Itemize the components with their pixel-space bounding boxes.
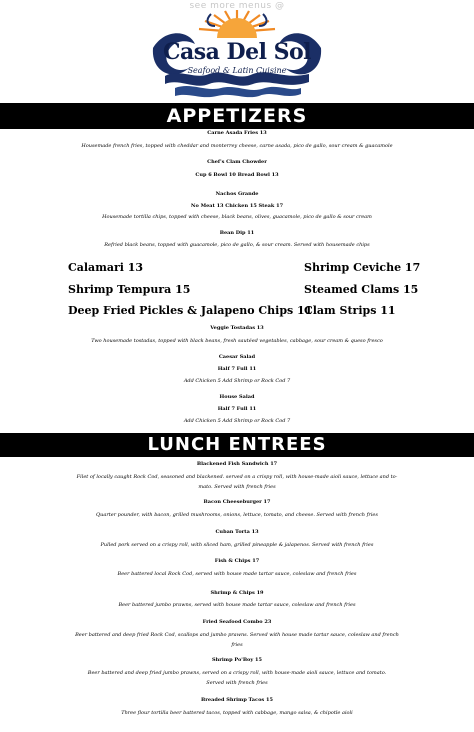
carne-asada-title: Carne Asada Fries 13	[207, 130, 267, 136]
carne-asada-desc: Housemade french fries, topped with cheddar and monterrey cheese, carne asada, pico de gallo, sour cream & guacamole	[81, 143, 393, 149]
calamari-item: Calamari 13	[68, 261, 144, 274]
blackened-title: Blackened Fish Sandwich 17	[196, 461, 278, 467]
poboy-desc-2: Served with french fries	[206, 680, 268, 686]
chowder-title: Chef's Clam Chowder	[207, 159, 267, 165]
steamed-clams-item: Steamed Clams 15	[304, 283, 419, 296]
logo-name: Casa Del Sol	[162, 39, 312, 65]
chowder-sizes: Cup 6 Bowl 10 Bread Bowl 13	[195, 172, 279, 178]
pickles-item: Deep Fried Pickles & Jalapeno Chips 11	[68, 304, 313, 317]
combo-title: Fried Seafood Combo 23	[202, 619, 272, 625]
caesar-title: Caesar Salad	[218, 354, 256, 360]
blackened-desc-2: mato. Served with french fries	[198, 484, 276, 490]
tostadas-desc: Two housemade tostadas, topped with black beans, fresh sautéed vegetables, cabbage, sour cream & queso fresco	[91, 338, 383, 344]
caesar-sizes: Half 7 Full 11	[217, 366, 257, 372]
cubano-title: Cuban Torta 13	[215, 529, 259, 535]
lunch-entrees-heading: LUNCH ENTREES	[0, 433, 474, 457]
poboy-desc-1: Beer battered and deep fried jumbo prawns, served on a crispy roll, with house-made aioli sauce, lettuce and tomato.	[87, 670, 387, 676]
watermark: see more menus @	[189, 1, 285, 11]
appetizers-heading: APPETIZERS	[0, 103, 474, 129]
bean-dip-desc: Refried black beans, topped with guacamole, pico de gallo, & sour cream. Served with housemade chips	[104, 242, 370, 248]
shrimp-chips-desc: Beer battered jumbo prawns, served with house made tartar sauce, coleslaw and french fries	[118, 602, 356, 608]
ceviche-item: Shrimp Ceviche 17	[304, 261, 421, 274]
tostadas-title: Veggie Tostadas 13	[210, 325, 264, 331]
house-salad-addons: Add Chicken 5 Add Shrimp or Rock Cod 7	[183, 418, 291, 424]
tempura-item: Shrimp Tempura 15	[68, 283, 191, 296]
bean-dip-title: Bean Dip 11	[219, 230, 255, 236]
combo-desc-2: fries	[231, 642, 243, 648]
fish-chips-desc: Beer battered local Rock Cod, served with house made tartar sauce, coleslaw and french fries	[117, 571, 357, 577]
logo-tagline: Seafood & Latin Cuisine	[187, 66, 287, 75]
clam-strips-item: Clam Strips 11	[304, 304, 396, 317]
cubano-desc: Pulled pork served on a crispy roll, with sliced ham, grilled pineapple & jalapenos. Served with french fries	[100, 542, 374, 548]
blackened-desc-1: Filet of locally caught Rock Cod, seasoned and blackened. served on a crispy roll, with house-made aioli sauce, lettuce and to-	[76, 474, 398, 480]
fish-chips-title: Fish & Chips 17	[214, 558, 260, 564]
nachos-options: No Meat 13 Chicken 15 Steak 17	[190, 203, 284, 209]
caesar-addons: Add Chicken 5 Add Shrimp or Rock Cod 7	[183, 378, 291, 384]
restaurant-logo	[145, 8, 329, 102]
house-salad-sizes: Half 7 Full 11	[217, 406, 257, 412]
poboy-title: Shrimp Po'Boy 15	[212, 657, 262, 663]
nachos-title: Nachos Grande	[215, 191, 259, 197]
nachos-desc: Housemade tortilla chips, topped with cheese, black beans, olives, guacamole, pico de gallo & sour cream	[102, 214, 372, 220]
tacos-desc: Three flour tortilla beer battered tacos, topped with cabbage, mango salsa, & chipotle aioli	[121, 710, 353, 716]
bacon-title: Bacon Cheeseburger 17	[203, 499, 271, 505]
tacos-title: Breaded Shrimp Tacos 15	[201, 697, 273, 703]
combo-desc-1: Beer battered and deep fried Rock Cod, scallops and jumbo prawns. Served with house made tartar sauce, coleslaw and french	[75, 632, 399, 638]
bacon-desc: Quarter pounder, with bacon, grilled mushrooms, onions, lettuce, tomato, and cheese. Served with french fries	[96, 512, 378, 518]
shrimp-chips-title: Shrimp & Chips 19	[210, 590, 264, 596]
house-salad-title: House Salad	[219, 394, 255, 400]
